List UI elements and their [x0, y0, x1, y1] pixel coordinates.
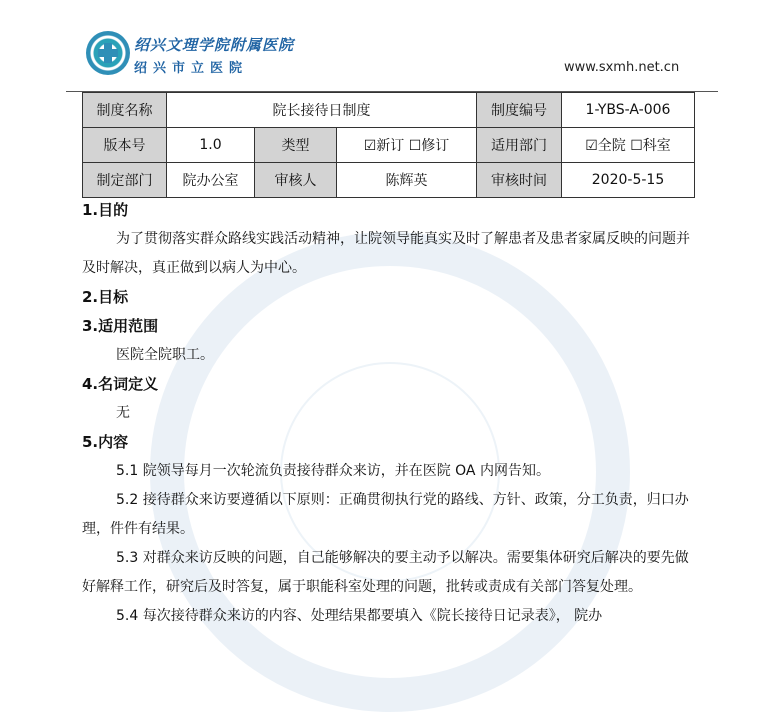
- section-text-purpose: 为了贯彻落实群众路线实践活动精神，让院领导能真实及时了解患者及患者家属反映的问题并及时解决，真正做到以病人为中心。: [82, 231, 690, 276]
- label-drafting-dept: 制定部门: [83, 163, 167, 198]
- hospital-name: 绍兴市立医院: [134, 61, 249, 76]
- value-version: 1.0: [167, 128, 255, 163]
- section-title-definitions: 4.名词定义: [82, 375, 159, 393]
- section-title-scope: 3.适用范围: [82, 317, 159, 335]
- label-reviewer: 审核人: [255, 163, 337, 198]
- label-policy-name: 制度名称: [83, 93, 167, 128]
- table-row: [83, 93, 695, 128]
- table-row: [83, 163, 695, 198]
- value-reviewer: 陈辉英: [337, 163, 477, 198]
- content-item-5-4: 5.4 每次接待群众来访的内容、处理结果都要填入《院长接待日记录表》， 院办: [116, 608, 603, 624]
- value-policy-name: 院长接待日制度: [167, 93, 477, 128]
- logo-cross-icon-bar: [98, 49, 118, 57]
- hospital-calligraphy-title: 绍兴文理学院附属医院: [134, 36, 295, 54]
- value-policy-number: 1-YBS-A-006: [562, 93, 695, 128]
- section-text-scope: 医院全院职工。: [116, 347, 214, 363]
- value-drafting-dept: 院办公室: [167, 163, 255, 198]
- label-type: 类型: [255, 128, 337, 163]
- value-review-date: 2020-5-15: [562, 163, 695, 198]
- content-item-5-2: 5.2 接待群众来访要遵循以下原则：正确贯彻执行党的路线、方针、政策，分工负责，归口办理，件件有结果。: [82, 492, 689, 537]
- label-review-date: 审核时间: [477, 163, 562, 198]
- label-version: 版本号: [83, 128, 167, 163]
- content-item-5-1: 5.1 院领导每月一次轮流负责接待群众来访，并在医院 OA 内网告知。: [116, 463, 550, 479]
- value-applicable-dept-checkboxes[interactable]: ☑全院 ☐科室: [562, 128, 695, 163]
- label-applicable-dept: 适用部门: [477, 128, 562, 163]
- section-title-content: 5.内容: [82, 433, 129, 451]
- content-item-5-3: 5.3 对群众来访反映的问题，自己能够解决的要主动予以解决。需要集体研究后解决的要先做好解释工作，研究后及时答复，属于职能科室处理的问题，批转或责成有关部门答复处理。: [82, 550, 689, 595]
- section-title-goal: 2.目标: [82, 288, 129, 306]
- document-body: [82, 196, 694, 631]
- page-header: [0, 0, 780, 92]
- website-url: www.sxmh.net.cn: [564, 60, 680, 75]
- label-policy-number: 制度编号: [477, 93, 562, 128]
- table-row: [83, 128, 695, 163]
- section-title-purpose: 1.目的: [82, 201, 129, 219]
- section-text-definitions: 无: [116, 405, 130, 421]
- policy-meta-table: [82, 92, 695, 198]
- value-type-checkboxes[interactable]: ☑新订 ☐修订: [337, 128, 477, 163]
